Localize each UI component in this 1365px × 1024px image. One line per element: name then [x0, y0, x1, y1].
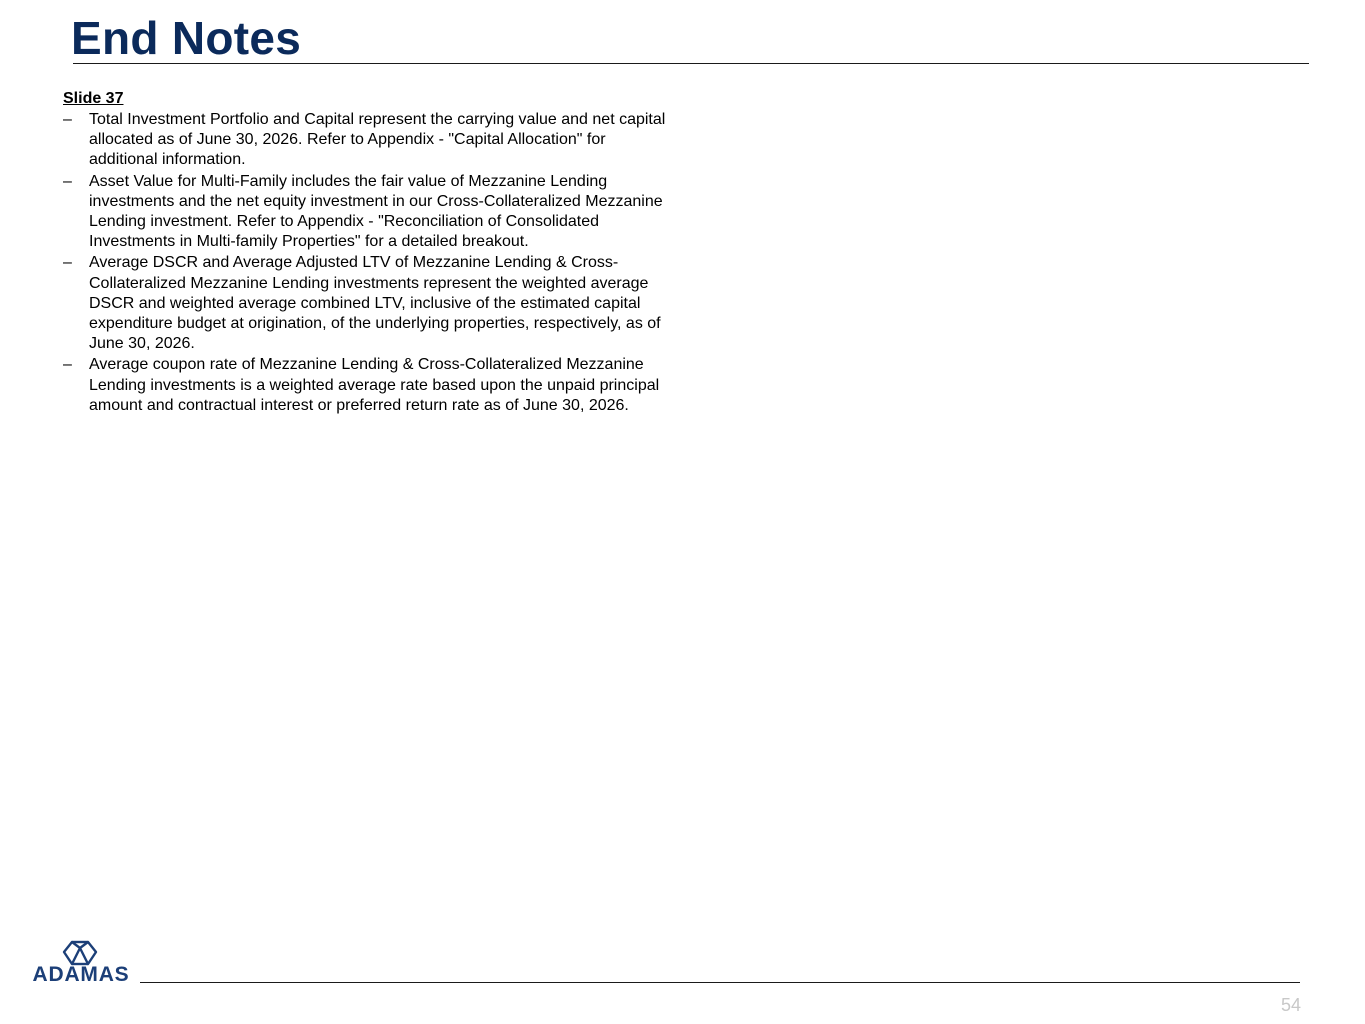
note-text: Total Investment Portfolio and Capital represent the carrying value and net capital allocated as of June 30, 2026. Refer to Appendix - "Capital Allocation" for additional information.	[89, 111, 666, 169]
note-item	[63, 110, 673, 171]
dash-bullet-icon: –	[63, 111, 72, 128]
note-text: Average DSCR and Average Adjusted LTV of Mezzanine Lending & Cross-Collateralized Mezzanine Lending investments represent the weighted average DSCR and weighted average combined LTV, inclusive of the estimated capital expenditure budget at origination, of the underlying properties, respectively, as of June 30, 2026.	[89, 254, 661, 353]
note-item	[63, 253, 673, 354]
footer-divider	[140, 982, 1300, 983]
end-notes-section	[63, 89, 673, 417]
note-text: Asset Value for Multi-Family includes the fair value of Mezzanine Lending investments and the net equity investment in our Cross-Collateralized Mezzanine Lending investment. Refer to Appendix - "Reconciliation of Consolidated Investments in Multi-family Properties" for a detailed breakout.	[89, 172, 663, 251]
company-logo	[28, 938, 138, 988]
dash-bullet-icon: –	[63, 356, 72, 374]
page-title: End Notes	[71, 12, 302, 64]
title-divider	[73, 63, 1309, 64]
note-item	[63, 172, 673, 253]
dash-bullet-icon: –	[63, 172, 72, 190]
section-heading: Slide 37	[63, 90, 124, 107]
dash-bullet-icon: –	[63, 254, 72, 272]
note-item	[63, 355, 673, 416]
page-number: 54	[1280, 995, 1301, 1015]
note-list	[63, 110, 673, 416]
note-text: Average coupon rate of Mezzanine Lending & Cross-Collateralized Mezzanine Lending investments is a weighted average rate based upon the unpaid principal amount and contractual interest or preferred return rate as of June 30, 2026.	[89, 356, 660, 414]
logo-wordmark: ADAMAS	[32, 963, 130, 986]
